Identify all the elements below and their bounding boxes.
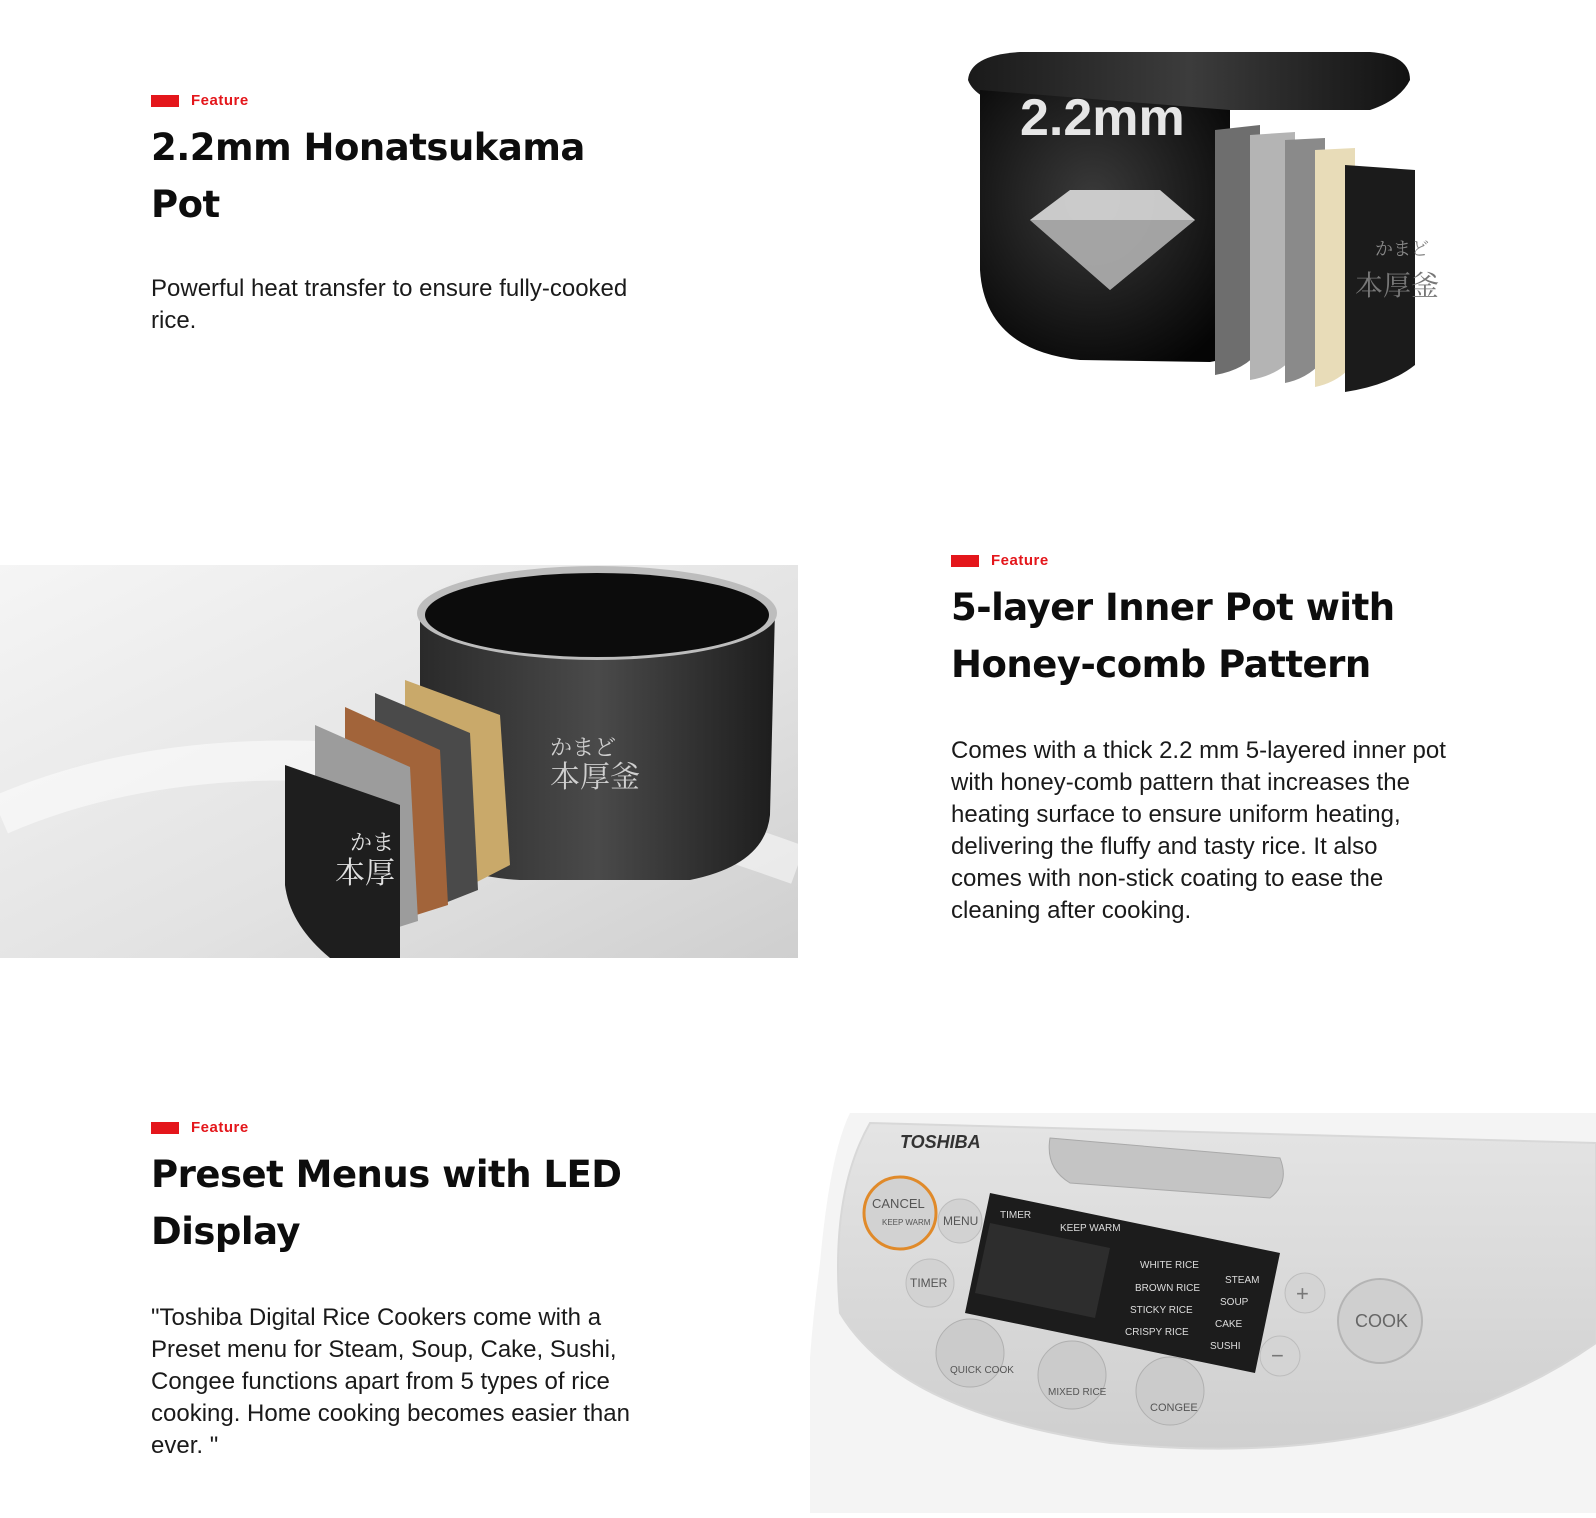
plus-label: + bbox=[1296, 1281, 1309, 1306]
menu-cake: CAKE bbox=[1215, 1319, 1243, 1330]
menu-brown-rice: BROWN RICE bbox=[1135, 1283, 1200, 1294]
tag-bar bbox=[951, 555, 979, 567]
layer-kanji-bottom: 本厚 bbox=[335, 857, 395, 890]
feature-tag bbox=[951, 552, 1451, 569]
cancel-button-shape bbox=[864, 1177, 936, 1249]
menu-crispy-rice: CRISPY RICE bbox=[1125, 1327, 1189, 1338]
menu-soup: SOUP bbox=[1220, 1297, 1249, 1308]
menu-label: MENU bbox=[943, 1214, 979, 1228]
congee-label: CONGEE bbox=[1150, 1402, 1198, 1414]
five-layer-pot-image bbox=[0, 565, 798, 958]
cook-label: COOK bbox=[1355, 1311, 1409, 1331]
feature-title: 2.2mm Honatsukama Pot bbox=[151, 126, 585, 226]
minus-label: − bbox=[1271, 1343, 1284, 1368]
thickness-label: 2.2mm bbox=[1020, 89, 1185, 147]
tag-label: Feature bbox=[191, 1119, 249, 1136]
menu-sushi: SUSHI bbox=[1210, 1341, 1241, 1352]
feature-description: "Toshiba Digital Rice Cookers come with a Preset menu for Steam, Soup, Cake, Sushi, Congee functions apart from 5 types of rice cooking. Home cooking becomes easier than ever. " bbox=[151, 1304, 630, 1459]
feature-section-1 bbox=[151, 92, 651, 361]
display-keep-warm: KEEP WARM bbox=[1060, 1223, 1121, 1234]
feature-tag bbox=[151, 1119, 651, 1136]
pot-kanji-top: かまど bbox=[550, 735, 617, 760]
cancel-label: CANCEL bbox=[872, 1196, 925, 1211]
feature-title: Preset Menus with LED Display bbox=[151, 1153, 622, 1253]
feature-section-3 bbox=[151, 1119, 651, 1486]
feature-title: 5-layer Inner Pot with Honey-comb Pattern bbox=[951, 586, 1395, 686]
kanji-bottom: 本厚釜 bbox=[1355, 270, 1440, 301]
display-timer: TIMER bbox=[1000, 1210, 1032, 1221]
quick-cook-label: QUICK COOK bbox=[950, 1365, 1014, 1376]
menu-white-rice: WHITE RICE bbox=[1140, 1260, 1199, 1271]
menu-steam: STEAM bbox=[1225, 1275, 1260, 1286]
tag-label: Feature bbox=[191, 92, 249, 109]
tag-label: Feature bbox=[991, 552, 1049, 569]
honatsukama-pot-image bbox=[960, 40, 1440, 400]
tag-bar bbox=[151, 95, 179, 107]
timer-label: TIMER bbox=[910, 1276, 948, 1290]
tag-bar bbox=[151, 1122, 179, 1134]
kanji-top: かまど bbox=[1375, 239, 1429, 259]
pot-kanji-bottom: 本厚釜 bbox=[550, 761, 640, 794]
feature-tag bbox=[151, 92, 651, 109]
menu-sticky-rice: STICKY RICE bbox=[1130, 1305, 1193, 1316]
rice-cooker-panel-image bbox=[810, 1113, 1596, 1513]
layer-kanji-top: かま bbox=[350, 830, 395, 855]
feature-description: Powerful heat transfer to ensure fully-cooked rice. bbox=[151, 275, 628, 334]
feature-section-2 bbox=[951, 552, 1451, 951]
feature-description: Comes with a thick 2.2 mm 5-layered inner pot with honey-comb pattern that increases the heating surface to ensure uniform heating, delivering the fluffy and tasty rice. It also comes with non-stick coating to ease the cleaning after cooking. bbox=[951, 737, 1446, 924]
mixed-rice-label: MIXED RICE bbox=[1048, 1387, 1107, 1398]
keep-warm-label: KEEP WARM bbox=[882, 1218, 931, 1227]
brand-logo: TOSHIBA bbox=[900, 1132, 981, 1152]
